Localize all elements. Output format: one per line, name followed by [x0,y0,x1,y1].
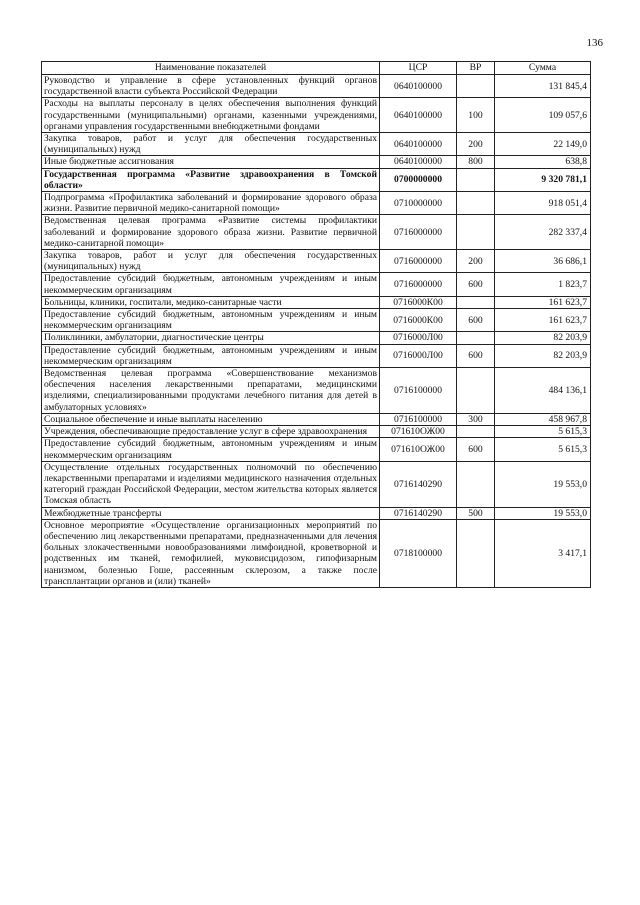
cell-vr [457,215,495,250]
cell-csr: 0716140290 [380,507,457,519]
cell-vr: 600 [457,344,495,367]
cell-vr [457,332,495,344]
cell-csr: 0716000000 [380,273,457,296]
cell-csr: 0718100000 [380,519,457,587]
cell-vr: 800 [457,156,495,168]
cell-csr: 0640100000 [380,98,457,133]
table-header-row [42,62,591,75]
cell-sum: 5 615,3 [495,426,591,438]
table-row [42,461,591,507]
cell-vr [457,426,495,438]
table-row [42,368,591,414]
table-row [42,309,591,332]
cell-sum: 19 553,0 [495,461,591,507]
cell-sum: 36 686,1 [495,250,591,273]
cell-vr [457,519,495,587]
table-row [42,98,591,133]
cell-csr: 071610ОЖ00 [380,426,457,438]
budget-table [41,61,591,588]
cell-vr: 200 [457,250,495,273]
cell-name: Государственная программа «Развитие здравоохранения в Томской области» [42,168,380,191]
cell-sum: 82 203,9 [495,344,591,367]
cell-name: Поликлиники, амбулатории, диагностические центры [42,332,380,344]
table-row [42,156,591,168]
cell-sum: 918 051,4 [495,192,591,215]
table-row [42,426,591,438]
cell-vr [457,168,495,191]
cell-csr: 071610ОЖ00 [380,438,457,461]
table-row [42,519,591,587]
cell-name: Закупка товаров, работ и услуг для обеспечения государственных (муниципальных) нужд [42,250,380,273]
table-row [42,413,591,425]
cell-csr: 0716100000 [380,368,457,414]
cell-sum: 161 623,7 [495,309,591,332]
page-number: 136 [586,37,603,49]
cell-name: Основное мероприятие «Осуществление организационных мероприятий по обеспечению лиц лекарственными препаратами, предназначенными для лечения больных злокачественными новообразованиями лимфоидной, кроветворной и родственных им тканей, гемофилией, муковисцидозом, гипофизарным нанизмом, болезнью Гоше, рассеянным склерозом, а также после трансплантации органов и (или) тканей» [42,519,380,587]
cell-sum: 161 623,7 [495,296,591,308]
cell-sum: 22 149,0 [495,133,591,156]
cell-vr [457,192,495,215]
table-body [42,75,591,588]
table-row [42,344,591,367]
table-row [42,438,591,461]
cell-csr: 0716100000 [380,413,457,425]
table-row [42,250,591,273]
cell-csr: 0716000000 [380,250,457,273]
cell-sum: 458 967,8 [495,413,591,425]
cell-csr: 0640100000 [380,75,457,98]
table-row [42,168,591,191]
cell-name: Закупка товаров, работ и услуг для обеспечения государственных (муниципальных) нужд [42,133,380,156]
cell-name: Учреждения, обеспечивающие предоставление услуг в сфере здравоохранения [42,426,380,438]
cell-csr: 0716140290 [380,461,457,507]
cell-vr [457,296,495,308]
header-csr: ЦСР [380,62,457,75]
header-name: Наименование показателей [42,62,380,75]
cell-csr: 0640100000 [380,133,457,156]
table-row [42,192,591,215]
cell-name: Социальное обеспечение и иные выплаты населению [42,413,380,425]
cell-vr: 200 [457,133,495,156]
table-row [42,332,591,344]
cell-sum: 638,8 [495,156,591,168]
cell-name: Ведомственная целевая программа «Развитие системы профилактики заболеваний и формирование здорового образа жизни. Развитие первичной медико-санитарной помощи» [42,215,380,250]
table-row [42,133,591,156]
cell-csr: 0716000000 [380,215,457,250]
cell-csr: 0716000К00 [380,309,457,332]
cell-csr: 0716000Л00 [380,332,457,344]
cell-csr: 0700000000 [380,168,457,191]
cell-name: Предоставление субсидий бюджетным, автономным учреждениям и иным некоммерческим организациям [42,344,380,367]
cell-name: Предоставление субсидий бюджетным, автономным учреждениям и иным некоммерческим организациям [42,273,380,296]
cell-name: Ведомственная целевая программа «Совершенствование механизмов обеспечения населения лекарственными препаратами, медицинскими изделиями, специализированными продуктами лечебного питания для детей в амбулаторных условиях» [42,368,380,414]
cell-sum: 282 337,4 [495,215,591,250]
cell-vr: 600 [457,438,495,461]
cell-sum: 3 417,1 [495,519,591,587]
cell-name: Предоставление субсидий бюджетным, автономным учреждениям и иным некоммерческим организациям [42,309,380,332]
cell-vr: 600 [457,273,495,296]
cell-sum: 109 057,6 [495,98,591,133]
cell-csr: 0716000Л00 [380,344,457,367]
cell-csr: 0640100000 [380,156,457,168]
cell-name: Больницы, клиники, госпитали, медико-санитарные части [42,296,380,308]
cell-sum: 484 136,1 [495,368,591,414]
cell-name: Предоставление субсидий бюджетным, автономным учреждениям и иным некоммерческим организациям [42,438,380,461]
cell-name: Осуществление отдельных государственных полномочий по обеспечению лекарственными препаратами и изделиями медицинского назначения отдельных категорий граждан Российской Федерации, местом жительства которых является Томская область [42,461,380,507]
table-row [42,296,591,308]
cell-vr: 600 [457,309,495,332]
cell-csr: 0716000К00 [380,296,457,308]
cell-vr [457,368,495,414]
cell-vr: 300 [457,413,495,425]
table-row [42,75,591,98]
cell-sum: 5 615,3 [495,438,591,461]
cell-vr [457,75,495,98]
table-row [42,273,591,296]
cell-sum: 9 320 781,1 [495,168,591,191]
cell-vr: 500 [457,507,495,519]
cell-name: Расходы на выплаты персоналу в целях обеспечения выполнения функций государственными (муниципальными) органами, казенными учреждениями, органами управления государственными внебюджетными фондами [42,98,380,133]
cell-name: Межбюджетные трансферты [42,507,380,519]
cell-csr: 0710000000 [380,192,457,215]
cell-sum: 82 203,9 [495,332,591,344]
header-sum: Сумма [495,62,591,75]
table-row [42,507,591,519]
table-row [42,215,591,250]
cell-sum: 19 553,0 [495,507,591,519]
cell-name: Руководство и управление в сфере установленных функций органов государственной власти субъекта Российской Федерации [42,75,380,98]
cell-sum: 1 823,7 [495,273,591,296]
cell-vr [457,461,495,507]
cell-sum: 131 845,4 [495,75,591,98]
header-vr: ВР [457,62,495,75]
cell-name: Подпрограмма «Профилактика заболеваний и формирование здорового образа жизни. Развитие первичной медико-санитарной помощи» [42,192,380,215]
cell-vr: 100 [457,98,495,133]
cell-name: Иные бюджетные ассигнования [42,156,380,168]
